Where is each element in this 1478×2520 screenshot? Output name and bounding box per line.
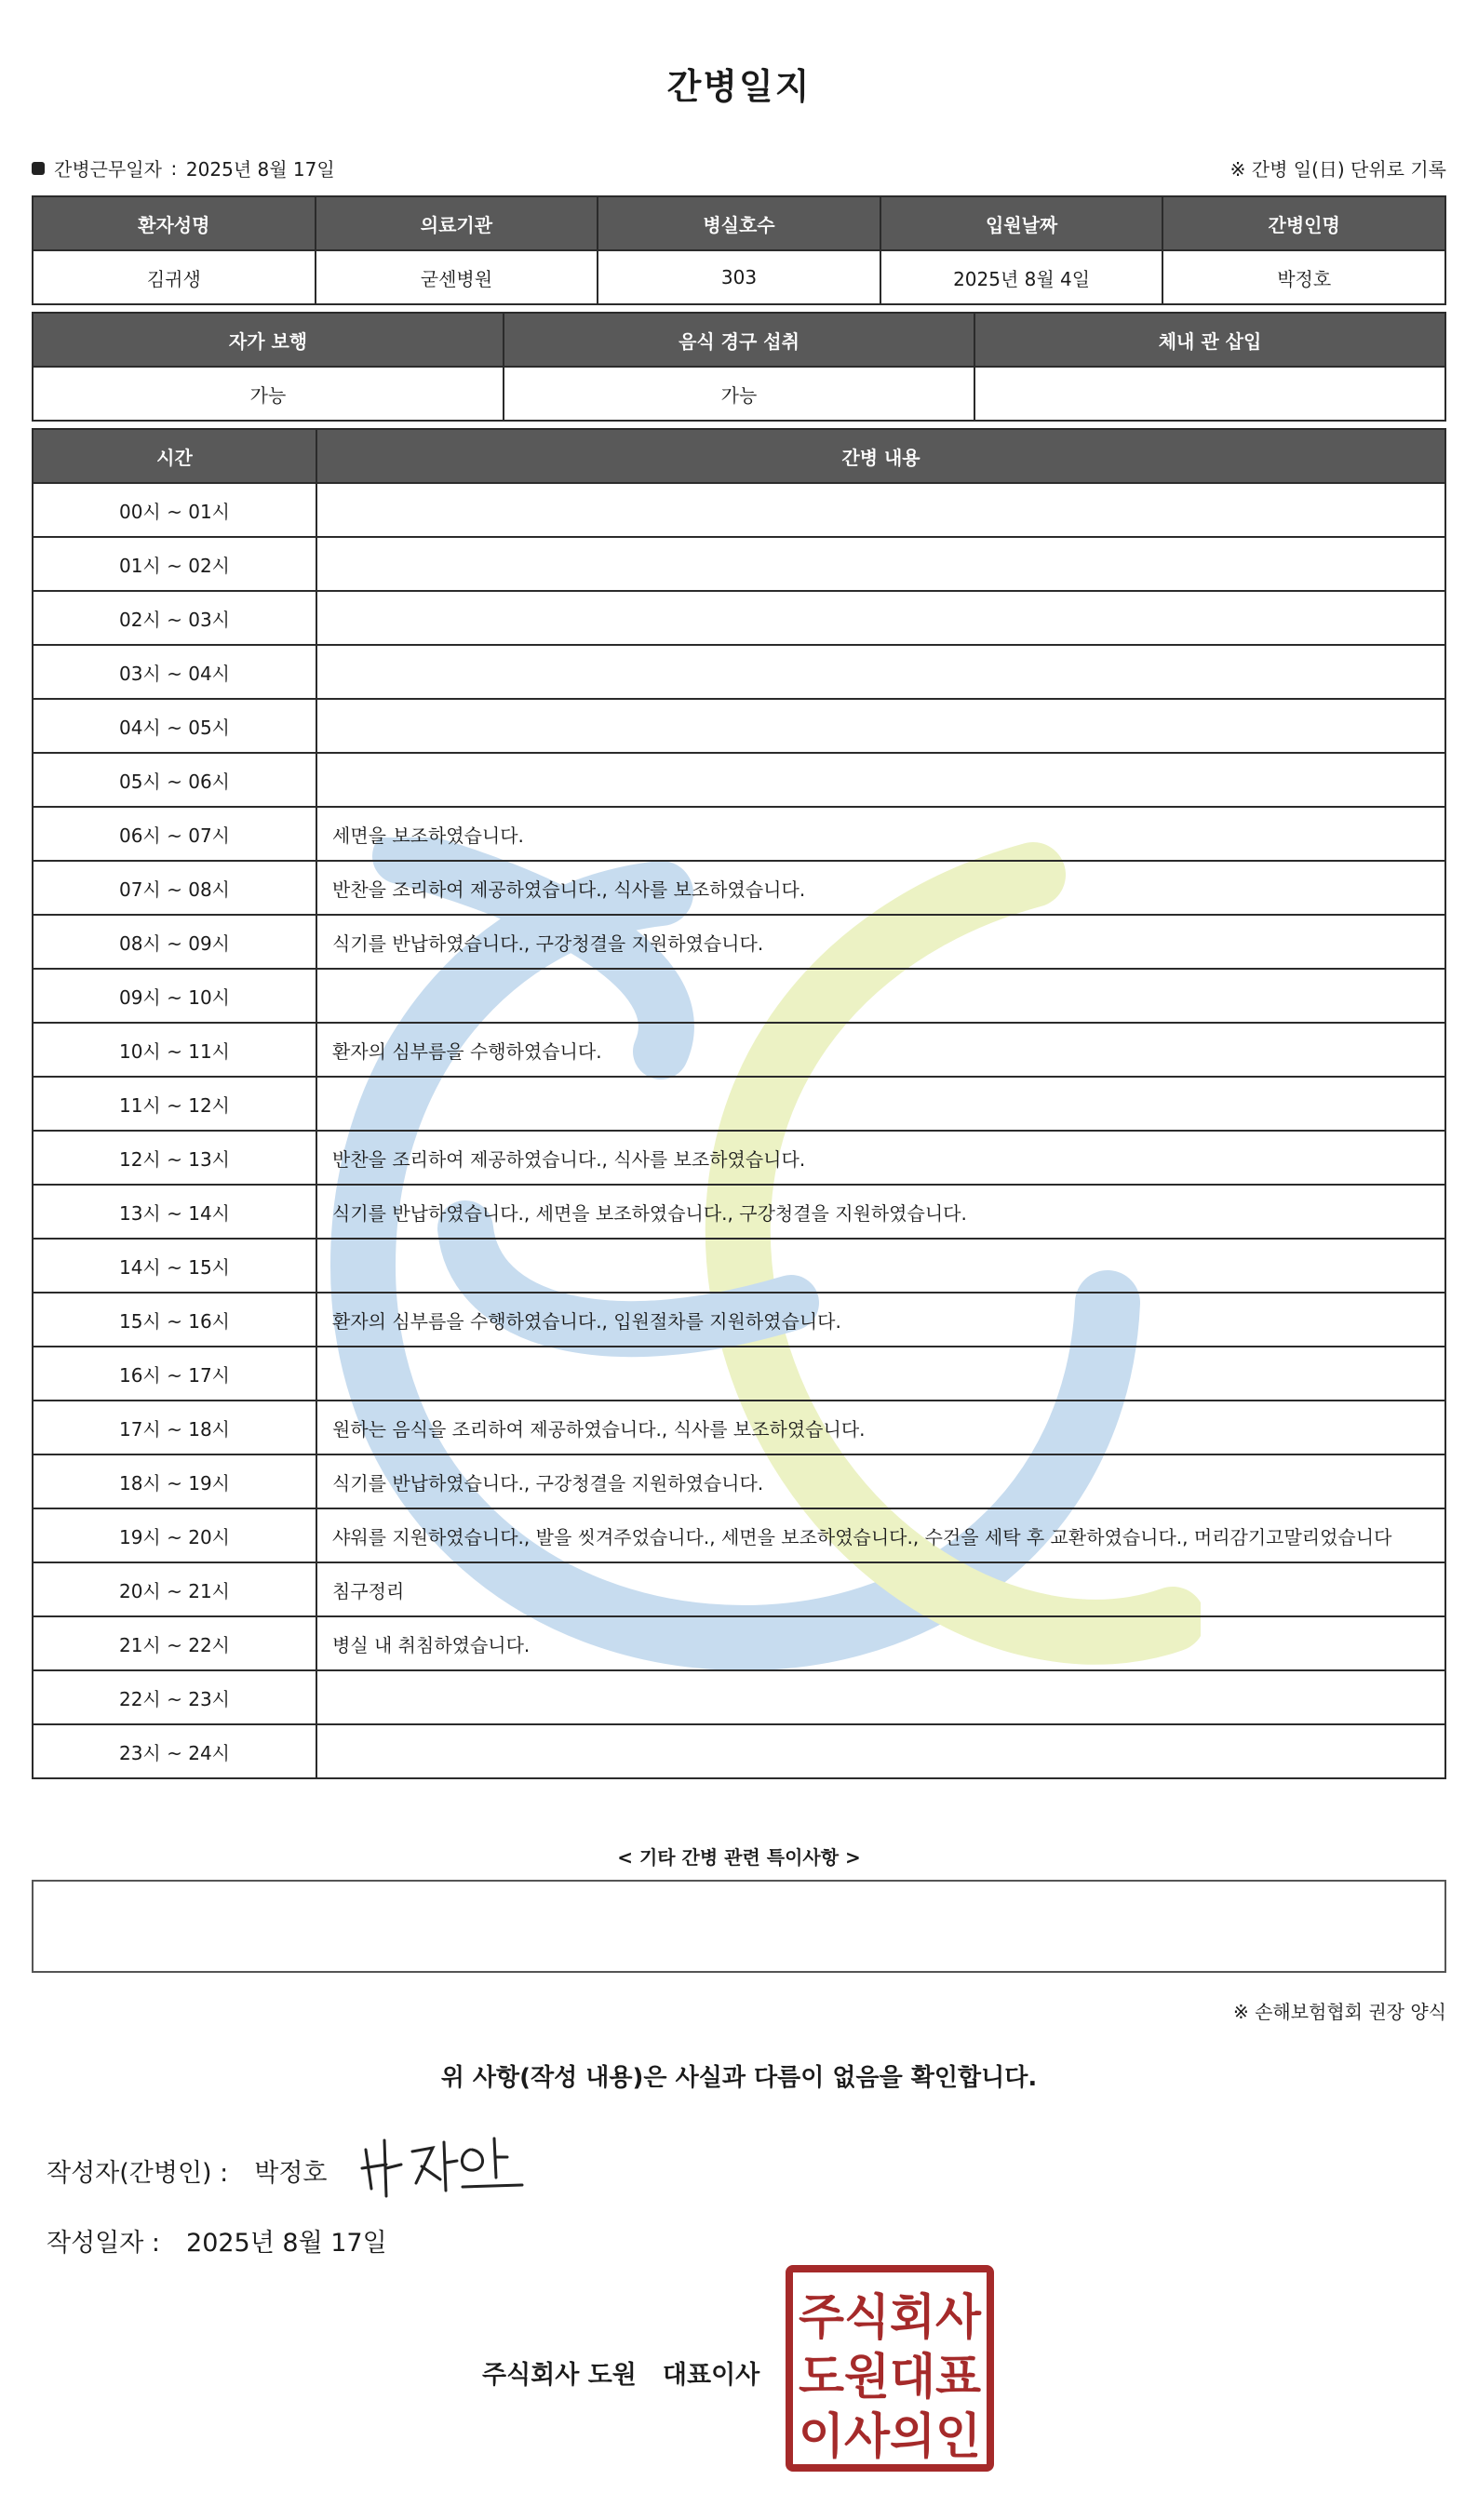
tube-insertion-value — [974, 367, 1445, 421]
time-slot: 02시 ~ 03시 — [33, 591, 316, 645]
time-slot: 13시 ~ 14시 — [33, 1185, 316, 1239]
table-header-row — [33, 313, 1445, 367]
table-row — [33, 1562, 1445, 1616]
header-caregiver-name: 간병인명 — [1162, 196, 1445, 250]
table-row — [33, 1454, 1445, 1508]
company-signature-line — [482, 2354, 786, 2391]
document-title: 간병일지 — [666, 66, 812, 107]
care-content: 원하는 음식을 조리하여 제공하였습니다., 식사를 보조하였습니다. — [316, 1401, 1445, 1454]
patient-name: 김귀생 — [33, 250, 316, 304]
header-patient-name: 환자성명 — [33, 196, 316, 250]
seal-line-2: 도원대표 — [799, 2350, 981, 2406]
care-content: 병실 내 취침하였습니다. — [316, 1616, 1445, 1670]
header-self-walking: 자가 보행 — [33, 313, 504, 367]
table-header-row — [33, 196, 1445, 250]
time-slot: 10시 ~ 11시 — [33, 1023, 316, 1077]
table-row — [33, 591, 1445, 645]
header-time: 시간 — [33, 429, 316, 483]
time-slot: 09시 ~ 10시 — [33, 969, 316, 1023]
self-walking-value: 가능 — [33, 367, 504, 421]
patient-info-table — [32, 195, 1446, 305]
bullet-square-icon — [32, 162, 45, 175]
worklog-label: 간병근무일자 — [54, 158, 162, 181]
worklog-separator: : — [170, 156, 178, 180]
time-slot: 18시 ~ 19시 — [33, 1454, 316, 1508]
care-content — [316, 1670, 1445, 1724]
table-row — [33, 699, 1445, 753]
care-content: 샤워를 지원하였습니다., 발을 씻겨주었습니다., 세면을 보조하였습니다., 수건을 세탁 후 교환하였습니다., 머리감기고말리었습니다 — [316, 1508, 1445, 1562]
time-slot: 15시 ~ 16시 — [33, 1293, 316, 1347]
care-content — [316, 537, 1445, 591]
table-row — [33, 1185, 1445, 1239]
table-row — [33, 915, 1445, 969]
time-slot: 23시 ~ 24시 — [33, 1724, 316, 1778]
header-tube-insertion: 체내 관 삽입 — [974, 313, 1445, 367]
table-row — [33, 1670, 1445, 1724]
care-content — [316, 969, 1445, 1023]
time-slot: 12시 ~ 13시 — [33, 1131, 316, 1185]
time-slot: 20시 ~ 21시 — [33, 1562, 316, 1616]
time-slot: 11시 ~ 12시 — [33, 1077, 316, 1131]
time-slot: 06시 ~ 07시 — [33, 807, 316, 861]
time-slot: 16시 ~ 17시 — [33, 1347, 316, 1401]
time-slot: 00시 ~ 01시 — [33, 483, 316, 537]
care-content — [316, 483, 1445, 537]
unit-note: ※ 간병 일(日) 단위로 기록 — [1229, 158, 1446, 181]
time-slot: 04시 ~ 05시 — [33, 699, 316, 753]
table-row — [33, 753, 1445, 807]
writer-row — [47, 2152, 354, 2189]
table-row — [33, 250, 1445, 304]
form-note: ※ 손해보험협회 권장 양식 — [1232, 2001, 1446, 2023]
written-date-label: 작성일자 : — [47, 2229, 161, 2258]
time-slot: 01시 ~ 02시 — [33, 537, 316, 591]
care-content: 식기를 반납하였습니다., 구강청결을 지원하였습니다. — [316, 1454, 1445, 1508]
table-row — [33, 861, 1445, 915]
admission-date: 2025년 8월 4일 — [880, 250, 1163, 304]
care-content: 세면을 보조하였습니다. — [316, 807, 1445, 861]
care-content — [316, 1239, 1445, 1293]
care-content — [316, 753, 1445, 807]
hospital-name: 굳센병원 — [316, 250, 598, 304]
care-content — [316, 591, 1445, 645]
remarks-title: < 기타 간병 관련 특이사항 > — [617, 1846, 861, 1869]
table-row — [33, 1347, 1445, 1401]
confirmation-statement: 위 사항(작성 내용)은 사실과 다름이 없음을 확인합니다. — [440, 2064, 1038, 2092]
time-slot: 05시 ~ 06시 — [33, 753, 316, 807]
company-title: 대표이사 — [662, 2361, 760, 2390]
written-date-row — [47, 2222, 413, 2259]
table-row — [33, 483, 1445, 537]
time-slot: 17시 ~ 18시 — [33, 1401, 316, 1454]
time-slot: 08시 ~ 09시 — [33, 915, 316, 969]
oral-intake-value: 가능 — [504, 367, 974, 421]
care-content: 환자의 심부름을 수행하였습니다. — [316, 1023, 1445, 1077]
care-content — [316, 1347, 1445, 1401]
table-row — [33, 367, 1445, 421]
written-date-value: 2025년 8월 17일 — [186, 2229, 387, 2258]
header-room: 병실호수 — [598, 196, 880, 250]
care-schedule-table — [32, 428, 1446, 1779]
table-row — [33, 1293, 1445, 1347]
remarks-box — [32, 1880, 1446, 1973]
table-row — [33, 645, 1445, 699]
header-hospital: 의료기관 — [316, 196, 598, 250]
seal-line-3: 이사의인 — [799, 2409, 981, 2465]
company-seal-stamp — [784, 2263, 996, 2473]
header-care-content: 간병 내용 — [316, 429, 1445, 483]
writer-label: 작성자(간병인) : — [47, 2159, 229, 2188]
schedule-body — [33, 483, 1445, 1778]
care-content — [316, 1724, 1445, 1778]
table-row — [33, 1077, 1445, 1131]
time-slot: 03시 ~ 04시 — [33, 645, 316, 699]
table-row — [33, 969, 1445, 1023]
worklog-date: 2025년 8월 17일 — [185, 158, 335, 181]
care-content — [316, 645, 1445, 699]
table-row — [33, 1239, 1445, 1293]
time-slot: 14시 ~ 15시 — [33, 1239, 316, 1293]
table-header-row — [33, 429, 1445, 483]
time-slot: 19시 ~ 20시 — [33, 1508, 316, 1562]
table-row — [33, 1401, 1445, 1454]
table-row — [33, 1508, 1445, 1562]
time-slot: 22시 ~ 23시 — [33, 1670, 316, 1724]
seal-line-1: 주식회사 — [799, 2290, 982, 2346]
writer-name: 박정호 — [254, 2159, 328, 2188]
table-row — [33, 1616, 1445, 1670]
table-row — [33, 1023, 1445, 1077]
care-content — [316, 699, 1445, 753]
care-content: 환자의 심부름을 수행하였습니다., 입원절차를 지원하였습니다. — [316, 1293, 1445, 1347]
table-row — [33, 537, 1445, 591]
patient-status-table — [32, 312, 1446, 422]
handwritten-signature — [358, 2131, 526, 2205]
care-content: 반찬을 조리하여 제공하였습니다., 식사를 보조하였습니다. — [316, 1131, 1445, 1185]
table-row — [33, 1131, 1445, 1185]
table-row — [33, 807, 1445, 861]
header-oral-intake: 음식 경구 섭취 — [504, 313, 974, 367]
worklog-date-row — [32, 154, 335, 181]
care-content: 침구정리 — [316, 1562, 1445, 1616]
time-slot: 21시 ~ 22시 — [33, 1616, 316, 1670]
company-name: 주식회사 도원 — [482, 2361, 637, 2390]
caregiver-name: 박정호 — [1162, 250, 1445, 304]
room-number: 303 — [598, 250, 880, 304]
table-row — [33, 1724, 1445, 1778]
care-content: 반찬을 조리하여 제공하였습니다., 식사를 보조하였습니다. — [316, 861, 1445, 915]
care-content: 식기를 반납하였습니다., 구강청결을 지원하였습니다. — [316, 915, 1445, 969]
header-admission-date: 입원날짜 — [880, 196, 1163, 250]
time-slot: 07시 ~ 08시 — [33, 861, 316, 915]
care-content — [316, 1077, 1445, 1131]
care-content: 식기를 반납하였습니다., 세면을 보조하였습니다., 구강청결을 지원하였습니다. — [316, 1185, 1445, 1239]
